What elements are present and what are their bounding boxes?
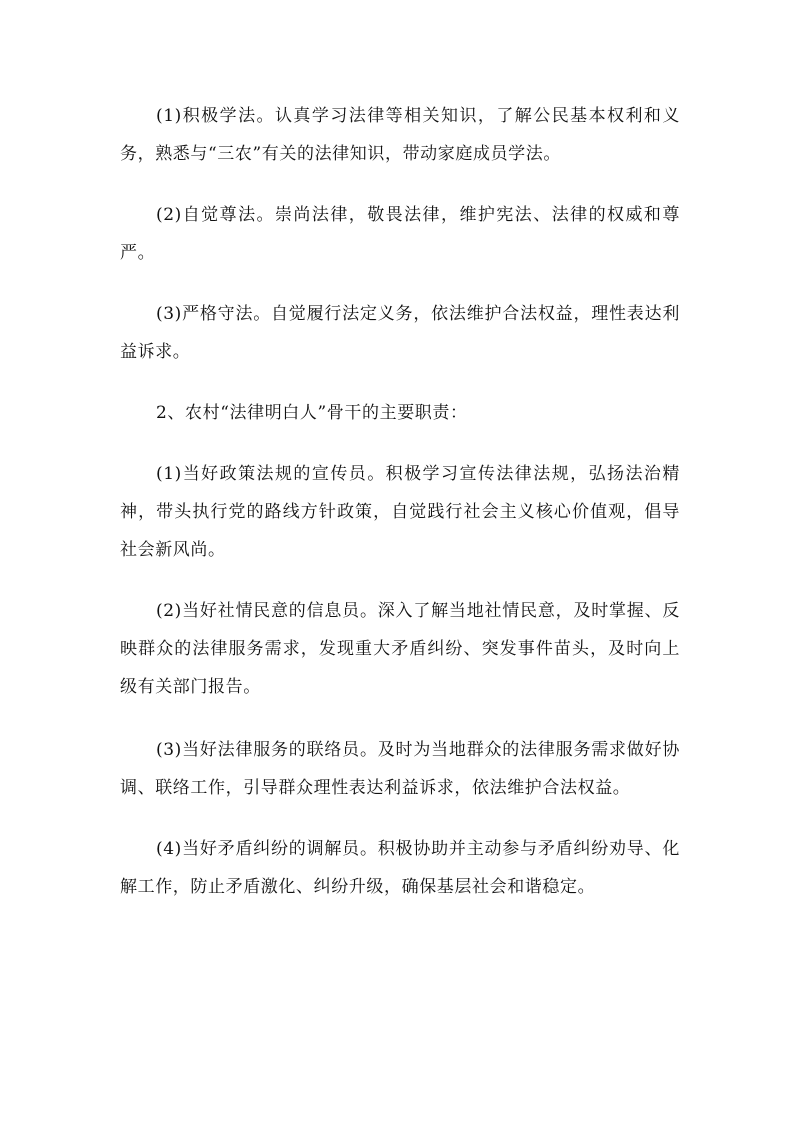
paragraph-abide-by-law: (3)严格守法。自觉履行法定义务，依法维护合法权益，理性表达利益诉求。 <box>120 304 680 362</box>
paragraph-information-officer: (2)当好社情民意的信息员。深入了解当地社情民意，及时掌握、反映群众的法律服务需求，发现重大矛盾纠纷、突发事件苗头，及时向上级有关部门报告。 <box>120 601 680 697</box>
paragraph-actively-learn-law: (1)积极学法。认真学习法律等相关知识，了解公民基本权利和义务，熟悉与“三农”有关的法律知识，带动家庭成员学法。 <box>120 106 680 164</box>
paragraph-respect-law: (2)自觉尊法。崇尚法律，敬畏法律，维护宪法、法律的权威和尊严。 <box>120 205 680 263</box>
section-heading-duties: 2、农村“法律明白人”骨干的主要职责： <box>156 403 468 423</box>
paragraph-liaison-officer: (3)当好法律服务的联络员。及时为当地群众的法律服务需求做好协调、联络工作，引导群众理性表达利益诉求，依法维护合法权益。 <box>120 740 680 798</box>
paragraph-policy-publicist: (1)当好政策法规的宣传员。积极学习宣传法律法规，弘扬法治精神，带头执行党的路线方针政策，自觉践行社会主义核心价值观，倡导社会新风尚。 <box>120 464 680 560</box>
paragraph-mediator: (4)当好矛盾纠纷的调解员。积极协助并主动参与矛盾纠纷劝导、化解工作，防止矛盾激化、纠纷升级，确保基层社会和谐稳定。 <box>120 839 680 897</box>
